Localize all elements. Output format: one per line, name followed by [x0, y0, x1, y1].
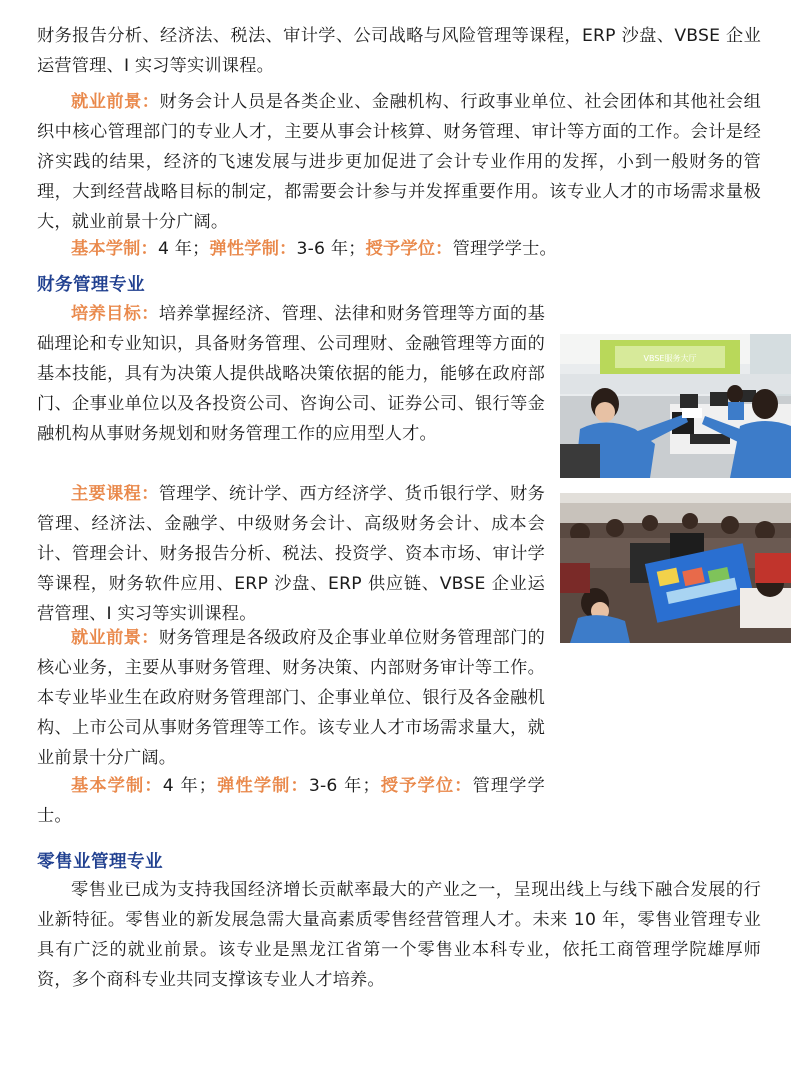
fm-courses-text: 管理学、统计学、西方经济学、货币银行学、财务管理、经济法、金融学、中级财务会计、高级财务会计、成本会计、管理会计、财务报告分析、税法、投资学、资本市场、审计学等课程，财务软件应用、ERP 沙盘、ERP 供应链、VBSE 企业运营管理、I 实习等实训课程。 — [37, 484, 545, 624]
intro-continuation-text: 财务报告分析、经济法、税法、审计学、公司战略与风险管理等课程，ERP 沙盘、VBSE 企业运营管理、I 实习等实训课程。 — [37, 26, 761, 76]
fm-employment-label: 就业前景： — [71, 628, 159, 648]
fm-goal-paragraph — [37, 299, 545, 449]
fm-courses-label: 主要课程： — [71, 484, 159, 504]
accounting-degree-value: 管理学学士。 — [452, 239, 557, 259]
fm-degree-value: 管理学学士。 — [37, 776, 545, 826]
retail-management-text: 零售业已成为支持我国经济增长贡献率最大的产业之一，呈现出线上与线下融合发展的行业新特征。零售业的新发展急需大量高素质零售经营管理人才。未来 10 年，零售业管理专业具有广泛的就业前景。该专业是黑龙江省第一个零售业本科专业，依托工商管理学院雄厚师资，多个商科专业共同支撑该专业人才培养。 — [37, 880, 761, 990]
accounting-basic-duration-label: 基本学制： — [71, 239, 158, 259]
fm-flex-duration-value: 3-6 年； — [308, 776, 380, 796]
fm-employment-text: 财务管理是各级政府及企事业单位财务管理部门的核心业务，主要从事财务管理、财务决策、内部财务审计等工作。本专业毕业生在政府财务管理部门、企事业单位、银行及各金融机构、上市公司从事财务管理等工作。该专业人才市场需求量大，就业前景十分广阔。 — [37, 628, 545, 768]
vbse-service-hall-photo — [560, 334, 791, 478]
fm-degree-label: 授予学位： — [379, 776, 473, 796]
fm-duration-paragraph — [37, 771, 545, 831]
retail-management-heading: 零售业管理专业 — [37, 852, 163, 872]
fm-basic-duration-label: 基本学制： — [71, 776, 163, 796]
fm-courses-paragraph — [37, 479, 545, 629]
accounting-flex-duration-label: 弹性学制： — [209, 239, 297, 259]
accounting-flex-duration-value: 3-6 年； — [296, 239, 366, 259]
accounting-basic-duration-value: 4 年； — [157, 239, 210, 259]
fm-goal-label: 培养目标： — [71, 304, 159, 324]
intro-continuation — [37, 21, 761, 81]
fm-basic-duration-value: 4 年； — [162, 776, 217, 796]
erp-sandbox-classroom-photo — [560, 493, 791, 643]
fm-flex-duration-label: 弹性学制： — [216, 776, 309, 796]
accounting-degree-label: 授予学位： — [365, 239, 453, 259]
accounting-employment-label: 就业前景： — [71, 92, 160, 112]
accounting-duration-line — [37, 234, 761, 264]
retail-management-paragraph — [37, 875, 761, 995]
fm-employment-paragraph — [37, 623, 545, 773]
accounting-employment-text: 财务会计人员是各类企业、金融机构、行政事业单位、社会团体和其他社会组织中核心管理部门的专业人才，主要从事会计核算、财务管理、审计等方面的工作。会计是经济实践的结果，经济的飞速发展与进步更加促进了会计专业作用的发挥，小到一般财务的管理，大到经营战略目标的制定，都需要会计参与并发挥重要作用。该专业人才的市场需求量极大，就业前景十分广阔。 — [37, 92, 761, 232]
fm-goal-text: 培养掌握经济、管理、法律和财务管理等方面的基础理论和专业知识，具备财务管理、公司理财、金融管理等方面的基本技能，具有为决策人提供战略决策依据的能力，能够在政府部门、企事业单位以及各投资公司、咨询公司、证券公司、银行等金融机构从事财务规划和财务管理工作的应用型人才。 — [37, 304, 545, 444]
vbse-sign-text: VBSE服务大厅 — [643, 354, 697, 363]
accounting-employment-paragraph — [37, 87, 761, 237]
financial-management-heading: 财务管理专业 — [37, 275, 145, 295]
